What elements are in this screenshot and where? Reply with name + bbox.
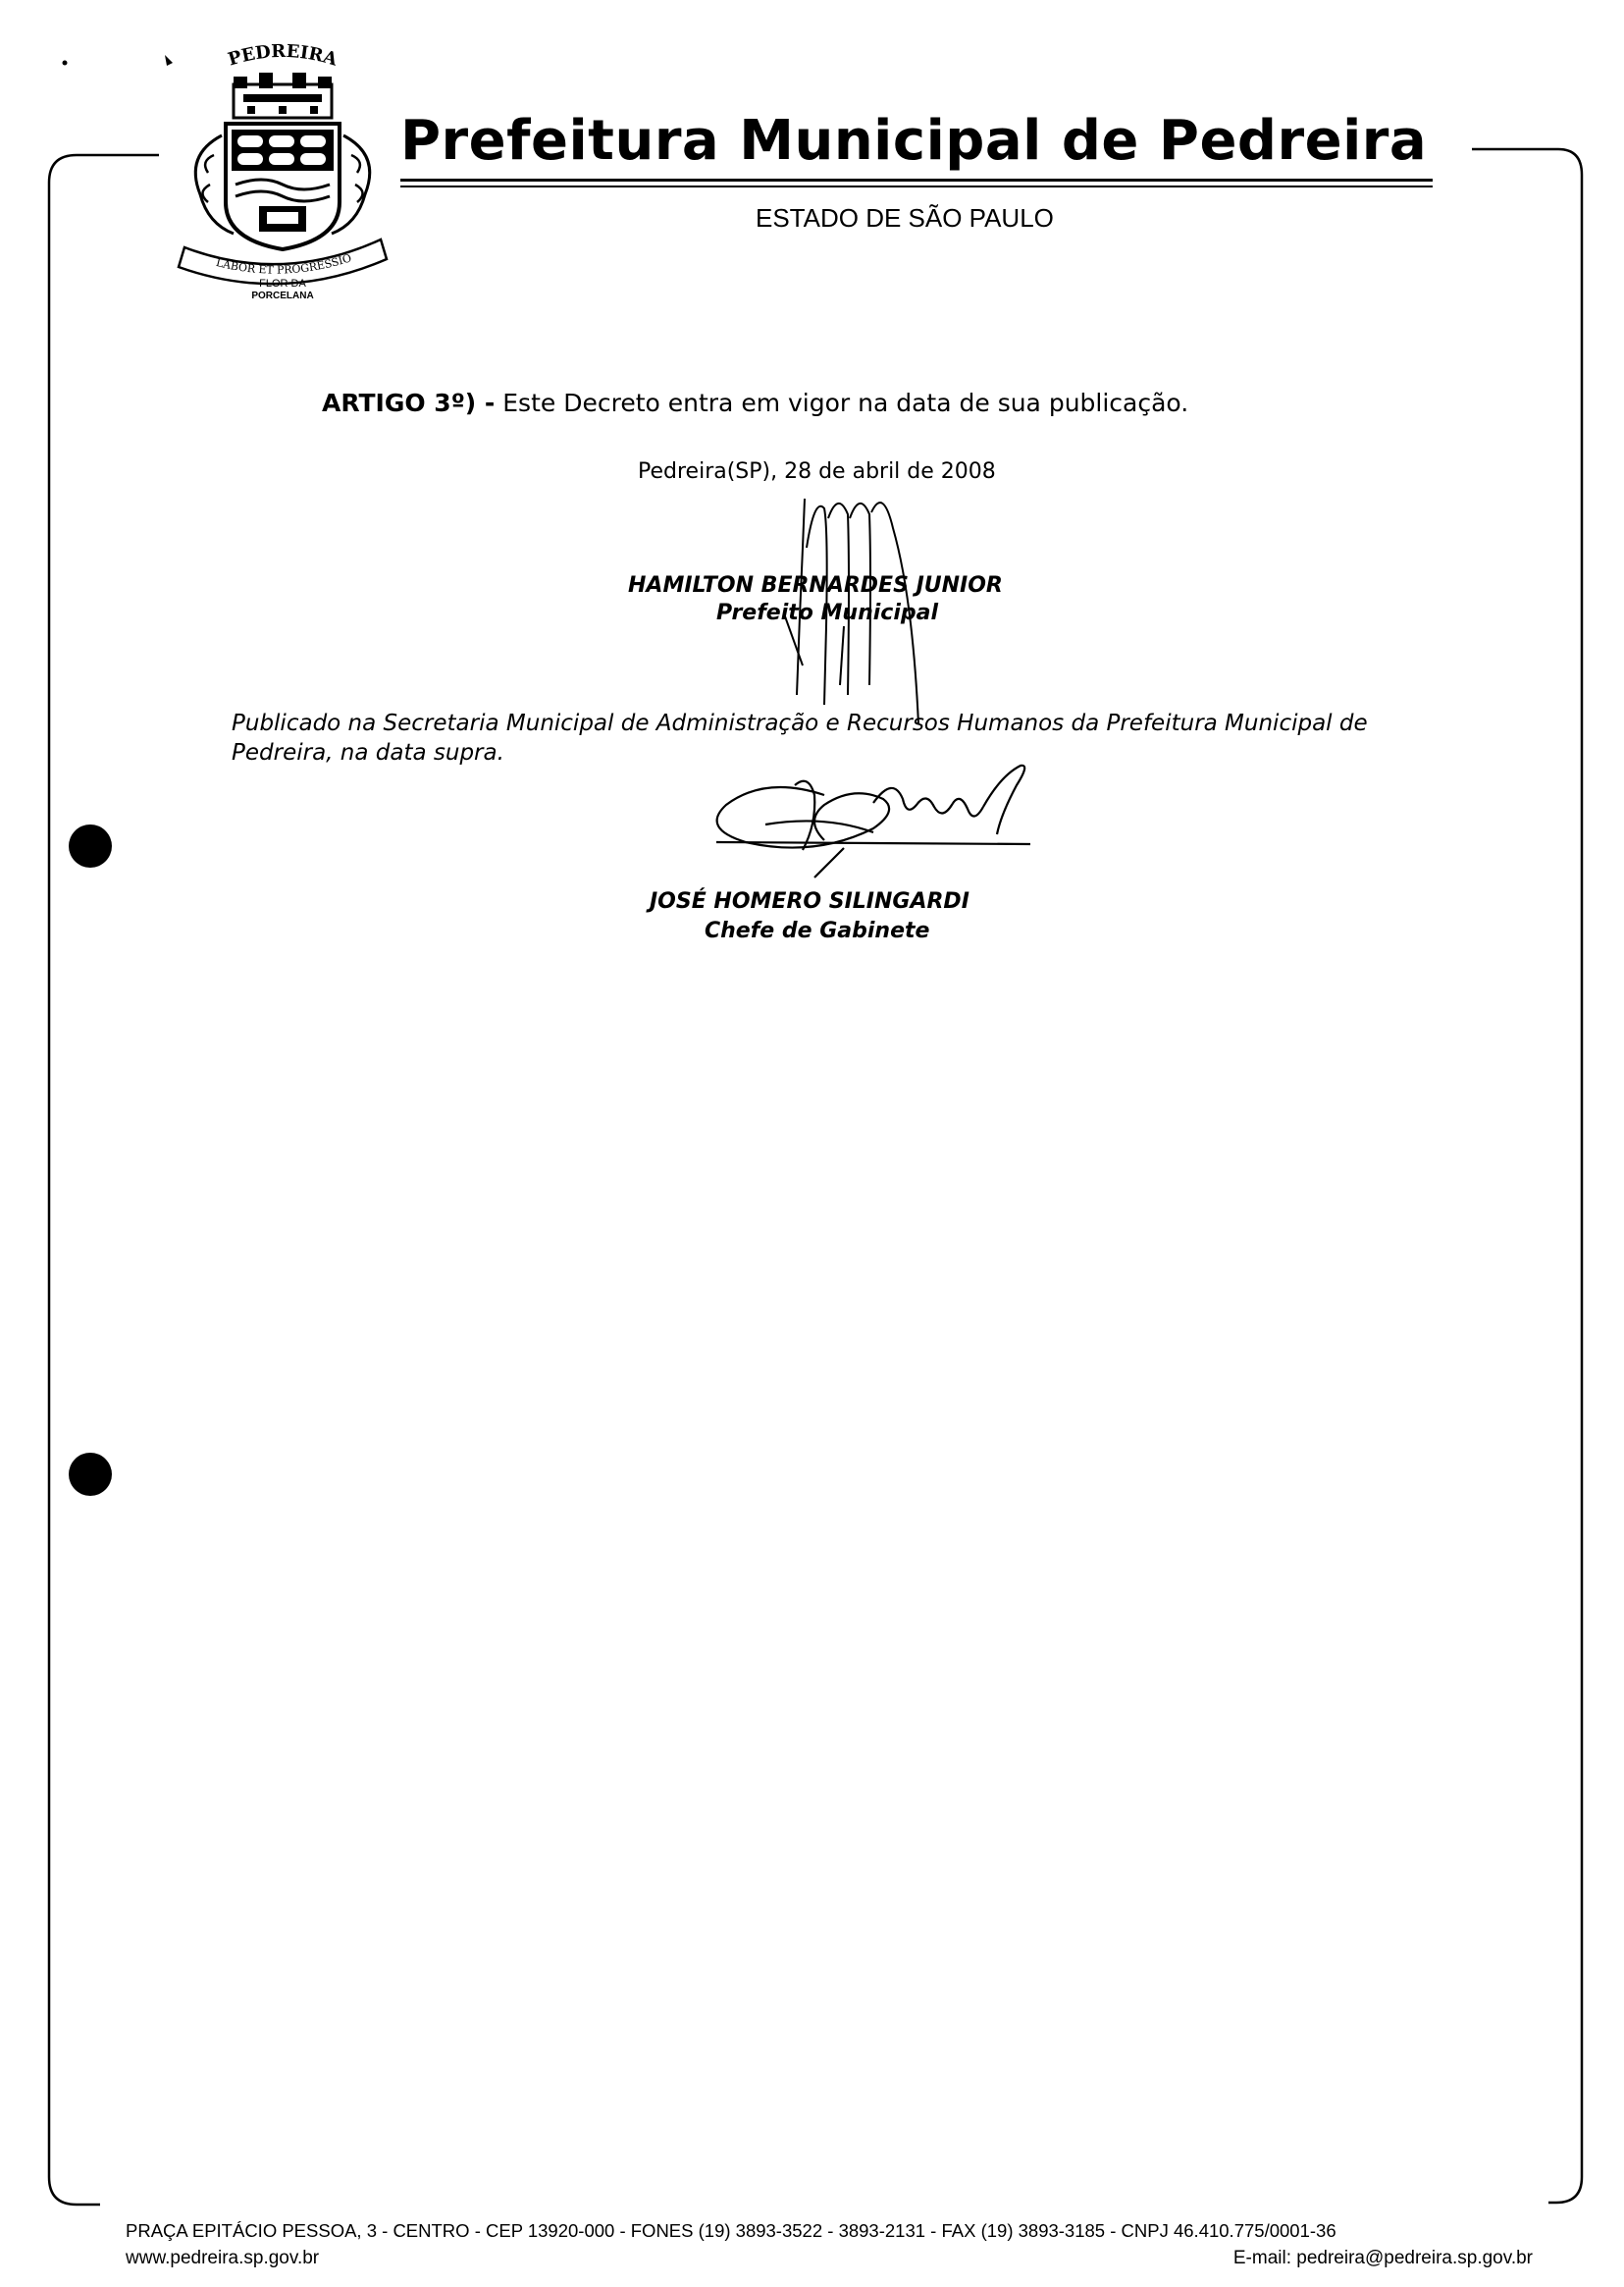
municipal-crest-logo — [165, 37, 400, 302]
chief-of-staff-name: JOSÉ HOMERO SILINGARDI — [650, 889, 969, 914]
svg-text:LABOR ET PROGRESSIO: LABOR ET PROGRESSIO — [214, 251, 353, 277]
svg-text:FLOR DA: FLOR DA — [259, 278, 306, 290]
footer-address: PRAÇA EPITÁCIO PESSOA, 3 - CENTRO - CEP 13920-000 - FONES (19) 3893-3522 - 3893-2131 - FAX (19) 3893-3185 - CNPJ 46.410.775/0001-36 — [126, 2220, 1336, 2241]
article-text: Este Decreto entra em vigor na data de sua publicação. — [495, 389, 1189, 417]
punch-hole — [69, 824, 112, 868]
mayor-role: Prefeito Municipal — [716, 601, 939, 625]
article-paragraph — [322, 389, 1188, 417]
svg-text:PORCELANA: PORCELANA — [251, 291, 314, 301]
chief-of-staff-role: Chefe de Gabinete — [705, 919, 930, 943]
footer-website: www.pedreira.sp.gov.br — [126, 2248, 320, 2268]
mayor-name: HAMILTON BERNARDES JUNIOR — [628, 573, 1003, 598]
article-label: ARTIGO 3º) - — [322, 389, 496, 417]
punch-hole — [69, 1453, 112, 1496]
publication-note: Publicado na Secretaria Municipal de Administração e Recursos Humanos da Prefeitura Municipal de Pedreira, na data supra. — [232, 711, 1368, 766]
place-date: Pedreira(SP), 28 de abril de 2008 — [638, 459, 996, 484]
chief-handwritten-signature — [707, 756, 1060, 883]
title-underline-secondary — [400, 186, 1433, 187]
state-subtitle: ESTADO DE SÃO PAULO — [756, 203, 1054, 233]
footer-email: E-mail: pedreira@pedreira.sp.gov.br — [1232, 2248, 1533, 2268]
document-title: Prefeitura Municipal de Pedreira — [400, 109, 1428, 173]
svg-text:PEDREIRA: PEDREIRA — [226, 40, 340, 71]
title-underline — [400, 179, 1433, 182]
